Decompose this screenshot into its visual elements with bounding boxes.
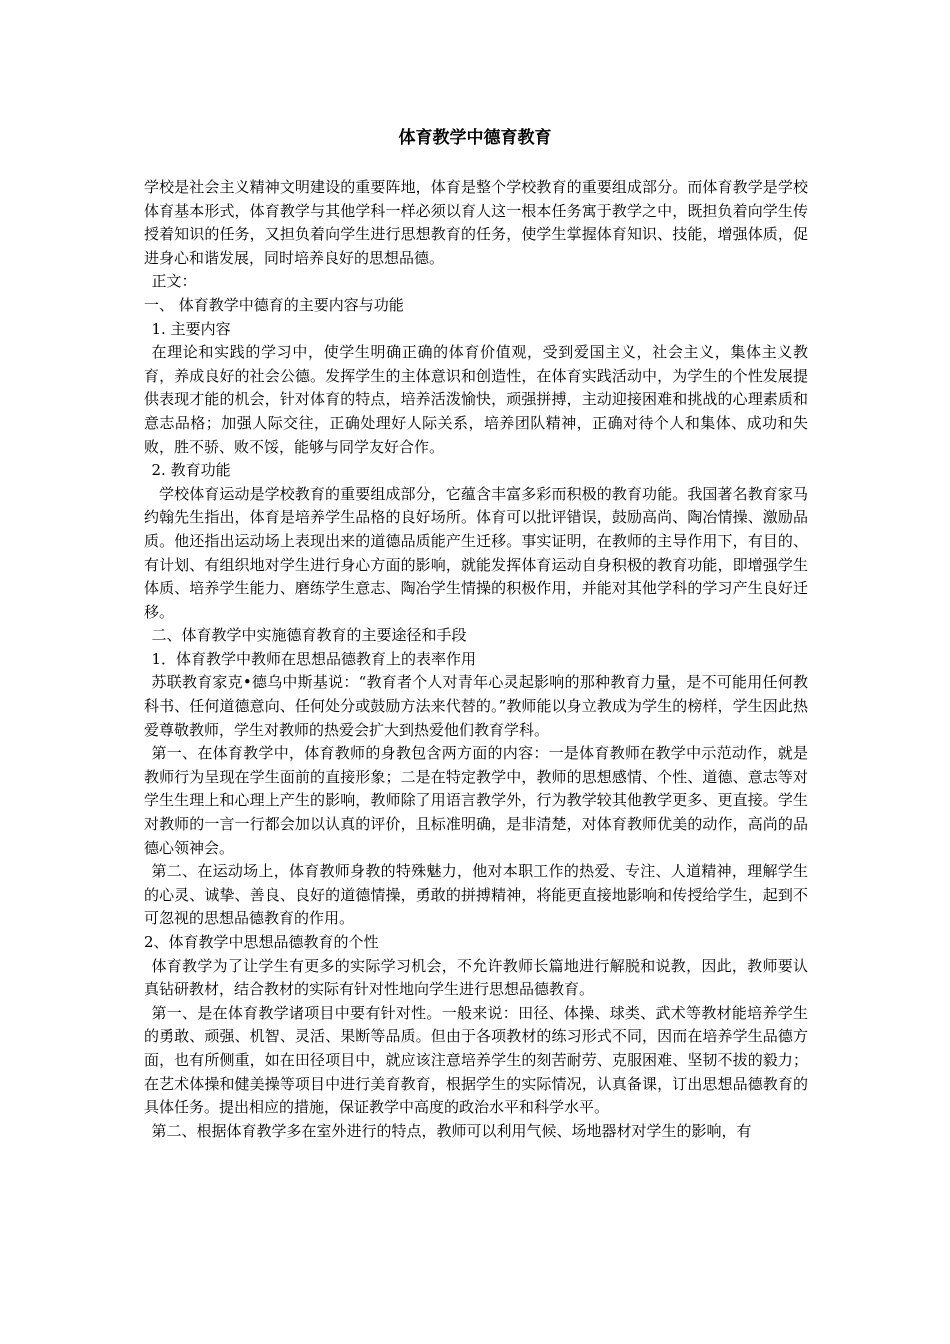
document-body: [144, 176, 808, 1143]
subsection-heading-2-1: 1．体育教学中教师在思想品德教育上的表率作用: [151, 649, 477, 668]
document-title: 体育教学中德育教育: [398, 128, 552, 148]
subsection-heading-1-1: 1. 主要内容: [151, 319, 231, 338]
subsection-heading-1-2: 2. 教育功能: [151, 461, 231, 480]
paragraph-main-content: 在理论和实践的学习中，使学生明确正确的体育价值观，受到爱国主义，社会主义，集体主义教育，养成良好的社会公德。发挥学生的主体意识和创造性，在体育实践活动中，为学生的个性发展提供表现才能的机会，针对体育的特点，培养活泼愉快，顽强拼搏，主动迎接困难和挑战的心理素质和意志品格；加强人际交往，正确处理好人际关系，培养团队精神，正确对待个人和集体、成功和失败，胜不骄、败不馁，能够与同学友好合作。: [144, 343, 808, 456]
paragraph-first-point: 第一、在体育教学中，体育教师的身教包含两方面的内容：一是体育教师在教学中示范动作，就是教师行为呈现在学生面前的直接形象；二是在特定教学中，教师的思想感情、个性、道德、意志等对学生生理上和心理上产生的影响，教师除了用语言教学外，行为教学较其他教学更多、更直接。学生对教师的一言一行都会加以认真的评价，且标准明确，是非清楚，对体育教师优美的动作，高尚的品德心领神会。: [144, 744, 808, 857]
section-heading-1: 一、 体育教学中德育的主要内容与功能: [144, 295, 404, 314]
paragraph-individuality: 体育教学为了让学生有更多的实际学习机会，不允许教师长篇地进行解脱和说教，因此，教师要认真钻研教材，结合教材的实际有针对性地向学生进行思想品德教育。: [144, 956, 808, 999]
section-heading-2: 二、体育教学中实施德育教育的主要途径和手段: [151, 626, 467, 645]
intro-paragraph: 学校是社会主义精神文明建设的重要阵地，体育是整个学校教育的重要组成部分。而体育教学是学校体育基本形式，体育教学与其他学科一样必须以育人这一根本任务寓于教学之中，既担负着向学生传授着知识的任务，又担负着向学生进行思想教育的任务，使学生掌握体育知识、技能，增强体质，促进身心和谐发展，同时培养良好的思想品德。: [144, 178, 808, 267]
body-label: 正文：: [151, 272, 197, 291]
subsection-heading-2-2: 2、体育教学中思想品德教育的个性: [144, 933, 379, 951]
paragraph-outdoor-teaching: 第二、根据体育教学多在室外进行的特点，教师可以利用气候、场地器材对学生的影响，有: [151, 1121, 752, 1140]
paragraph-teacher-example: 苏联教育家克•德乌中斯基说：“教育者个人对青年心灵起影响的那种教育力量，是不可能用任何教科书、任何道德意向、任何处分或鼓励方法来代替的。”教师能以身立教成为学生的榜样，学生因此热爱尊敬教师，学生对教师的热爱会扩大到热爱他们教育学科。: [144, 673, 808, 739]
paragraph-targeted-items: 第一、是在体育教学诸项目中要有针对性。一般来说：田径、体操、球类、武术等教材能培养学生的勇敢、顽强、机智、灵活、果断等品质。但由于各项教材的练习形式不同，因而在培养学生品德方面，也有所侧重，如在田径项目中，就应该注意培养学生的刻苦耐劳、克服困难、坚韧不拔的毅力；在艺术体操和健美操等项目中进行美育教育，根据学生的实际情况，认真备课，订出思想品德教育的具体任务。提出相应的措施，保证教学中高度的政治水平和科学水平。: [144, 1003, 808, 1117]
paragraph-second-point: 第二、在运动场上，体育教师身教的特殊魅力，他对本职工作的热爱、专注、人道精神，理解学生的心灵、诚挚、善良、良好的道德情操，勇敢的拼搏精神，将能更直接地影响和传授给学生，起到不可忽视的思想品德教育的作用。: [144, 862, 808, 928]
paragraph-education-function: 学校体育运动是学校教育的重要组成部分，它蕴含丰富多彩而积极的教育功能。我国著名教育家马约翰先生指出，体育是培养学生品格的良好场所。体育可以批评错误，鼓励高尚、陶冶情操、激励品质。他还指出运动场上表现出来的道德品质能产生迁移。事实证明，在教师的主导作用下，有目的、有计划、有组织地对学生进行身心方面的影响，就能发挥体育运动自身积极的教育功能，即增强学生体质、培养学生能力、磨练学生意志、陶冶学生情操的积极作用，并能对其他学科的学习产生良好迁移。: [144, 484, 808, 621]
